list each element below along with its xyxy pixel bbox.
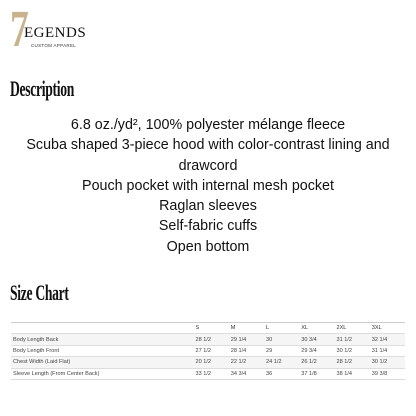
- header-cell: L: [264, 323, 299, 334]
- description-line: drawcord: [178, 157, 238, 174]
- description-line: Scuba shaped 3-piece hood with color-contrast lining and: [26, 137, 390, 154]
- description-list: [0, 115, 416, 257]
- table-cell: 31 1/4: [370, 345, 405, 356]
- table-row: [11, 334, 405, 345]
- table-cell: 26 1/2: [299, 357, 334, 368]
- description-line: 6.8 oz./yd², 100% polyester mélange fleece: [70, 117, 346, 133]
- table-cell: Body Length Front: [11, 345, 193, 356]
- header-cell: 3XL: [370, 323, 405, 334]
- description-line: Open bottom: [166, 238, 250, 255]
- table-cell: Chest Width (Laid Flat): [11, 357, 193, 368]
- table-row: [11, 357, 405, 368]
- logo-brand-name: EGENDS: [24, 25, 87, 41]
- header-cell: S: [193, 323, 228, 334]
- table-cell: Body Length Back: [11, 334, 193, 345]
- header-cell: 2XL: [334, 323, 369, 334]
- table-cell: 38 1/4: [334, 368, 369, 379]
- table-cell: 31 1/2: [334, 334, 369, 345]
- table-cell: 30 3/4: [299, 334, 334, 345]
- table-row: [11, 345, 405, 356]
- table-cell: 28 1/4: [229, 345, 264, 356]
- logo-numeral: 7: [10, 1, 29, 58]
- header-cell: XL: [299, 323, 334, 334]
- table-cell: 34 3/4: [229, 368, 264, 379]
- table-cell: 33 1/2: [193, 368, 228, 379]
- description-line: Pouch pocket with internal mesh pocket: [82, 177, 334, 194]
- table-cell: 29 1/4: [229, 334, 264, 345]
- table-cell: 24 1/2: [264, 357, 299, 368]
- table-cell: 28 1/2: [334, 357, 369, 368]
- table-cell: 30 1/2: [334, 345, 369, 356]
- description-line: Self-fabric cuffs: [158, 218, 258, 235]
- size-chart-header-row: [11, 323, 405, 334]
- table-cell: 29: [264, 345, 299, 356]
- description-heading: Description: [10, 76, 75, 101]
- brand-logo: [10, 1, 87, 58]
- table-cell: 20 1/2: [193, 357, 228, 368]
- table-cell: 32 1/4: [370, 334, 405, 345]
- table-cell: 37 1/8: [299, 368, 334, 379]
- table-row: [11, 368, 405, 379]
- table-cell: 36: [264, 368, 299, 379]
- table-cell: 29 3/4: [299, 345, 334, 356]
- table-cell: Sleeve Length (From Center Back): [11, 368, 193, 379]
- size-chart-table: [11, 322, 405, 380]
- table-cell: 30: [264, 334, 299, 345]
- table-cell: 22 1/2: [229, 357, 264, 368]
- header-cell: M: [229, 323, 264, 334]
- logo-subtitle: CUSTOM APPAREL: [31, 43, 77, 48]
- description-line: Raglan sleeves: [159, 198, 257, 215]
- table-cell: 39 3/8: [370, 368, 405, 379]
- table-cell: 30 1/2: [370, 357, 405, 368]
- table-cell: 28 1/2: [193, 334, 228, 345]
- size-chart-heading: Size Chart: [10, 280, 69, 305]
- table-cell: 27 1/2: [193, 345, 228, 356]
- header-cell: [11, 323, 193, 334]
